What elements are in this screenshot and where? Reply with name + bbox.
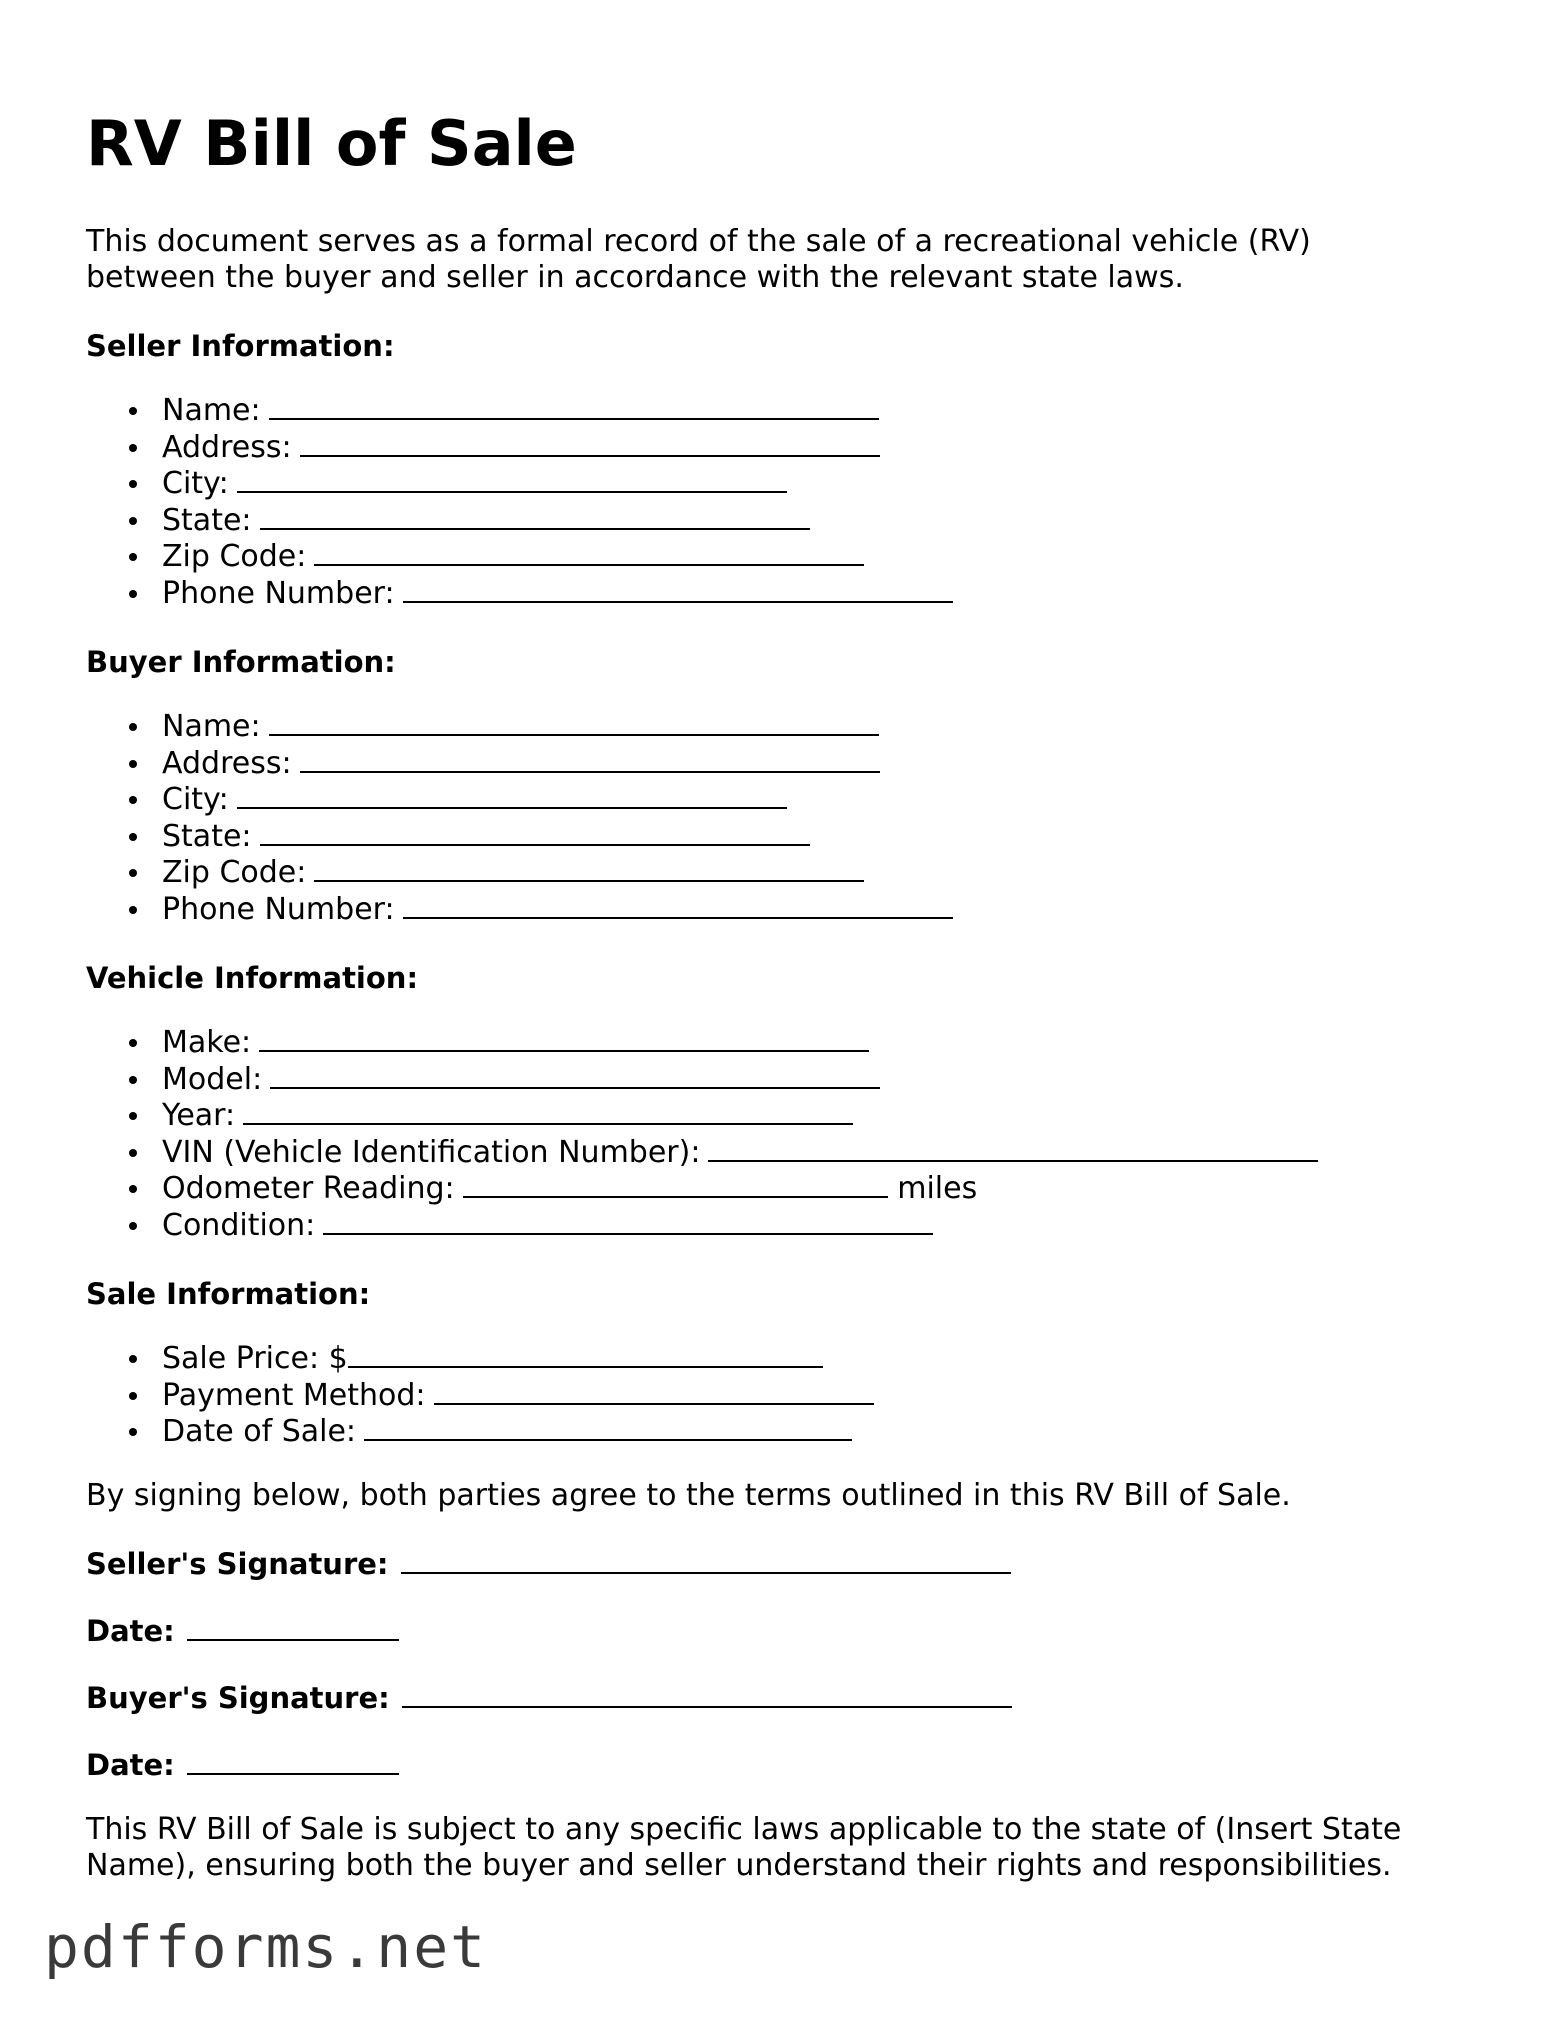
vehicle-odometer-field[interactable] xyxy=(463,1170,888,1198)
field-label: Zip Code: xyxy=(162,539,307,574)
list-item xyxy=(86,1061,1318,1098)
field-label: State: xyxy=(162,818,252,854)
list-item xyxy=(86,1340,874,1377)
field-label: State: xyxy=(162,502,252,538)
vehicle-section-heading: Vehicle Information: xyxy=(86,961,419,995)
seller-date-label: Date: xyxy=(86,1614,175,1648)
intro-paragraph: This document serves as a formal record of the sale of a recreational vehicle (RV) between the buyer and seller in accordance with the relevant state laws. xyxy=(86,224,1311,295)
list-item xyxy=(86,781,953,818)
list-item xyxy=(86,1170,1318,1207)
list-item xyxy=(86,891,953,928)
field-label: Condition: xyxy=(162,1207,316,1243)
list-item xyxy=(86,1024,1318,1061)
list-item xyxy=(86,1377,874,1414)
field-label: City: xyxy=(162,466,229,501)
list-item xyxy=(86,1097,1318,1134)
seller-fields-list xyxy=(86,392,953,611)
seller-section-heading: Seller Information: xyxy=(86,329,395,363)
sale-fields-list xyxy=(86,1340,874,1450)
seller-date-row xyxy=(86,1611,399,1651)
closing-paragraph: This RV Bill of Sale is subject to any specific laws applicable to the state of (Insert State Name), ensuring both the buyer and seller understand their rights and responsibilities. xyxy=(86,1812,1402,1883)
field-label: Zip Code: xyxy=(162,855,307,890)
buyer-state-field[interactable] xyxy=(260,818,810,846)
field-label: Odometer Reading: xyxy=(162,1171,455,1206)
field-label: Sale Price: $ xyxy=(162,1341,348,1376)
seller-name-field[interactable] xyxy=(269,392,879,420)
list-item xyxy=(86,1134,1318,1171)
list-item xyxy=(86,538,953,575)
buyer-signature-label: Buyer's Signature: xyxy=(86,1681,390,1715)
field-label: Payment Method: xyxy=(162,1377,426,1413)
buyer-signature-field[interactable] xyxy=(402,1678,1012,1708)
list-item xyxy=(86,708,953,745)
list-item xyxy=(86,854,953,891)
seller-city-field[interactable] xyxy=(237,465,787,493)
seller-state-field[interactable] xyxy=(260,502,810,530)
field-label: Model: xyxy=(162,1061,263,1097)
list-item xyxy=(86,575,953,612)
seller-signature-field[interactable] xyxy=(401,1544,1011,1574)
field-label: Phone Number: xyxy=(162,575,395,611)
list-item xyxy=(86,429,953,466)
field-label: Make: xyxy=(162,1025,252,1060)
list-item xyxy=(86,745,953,782)
vehicle-make-field[interactable] xyxy=(259,1024,869,1052)
list-item xyxy=(86,465,953,502)
document-title: RV Bill of Sale xyxy=(86,107,577,180)
list-item xyxy=(86,818,953,855)
vehicle-vin-field[interactable] xyxy=(708,1134,1318,1162)
buyer-phone-field[interactable] xyxy=(403,891,953,919)
payment-method-field[interactable] xyxy=(434,1377,874,1405)
list-item xyxy=(86,392,953,429)
watermark-text: pdfforms.net xyxy=(44,1913,488,1981)
buyer-address-field[interactable] xyxy=(300,745,880,773)
buyer-section-heading: Buyer Information: xyxy=(86,645,396,679)
buyer-zip-field[interactable] xyxy=(314,854,864,882)
odometer-unit: miles xyxy=(897,1171,978,1206)
date-of-sale-field[interactable] xyxy=(364,1413,852,1441)
vehicle-model-field[interactable] xyxy=(270,1061,880,1089)
seller-address-field[interactable] xyxy=(300,429,880,457)
buyer-date-row xyxy=(86,1745,399,1785)
buyer-date-label: Date: xyxy=(86,1748,175,1782)
buyer-signature-row xyxy=(86,1678,1012,1718)
list-item xyxy=(86,1413,874,1450)
seller-phone-field[interactable] xyxy=(403,575,953,603)
field-label: Address: xyxy=(162,429,292,465)
field-label: Address: xyxy=(162,745,292,781)
field-label: Date of Sale: xyxy=(162,1414,357,1449)
field-label: Phone Number: xyxy=(162,891,395,927)
buyer-city-field[interactable] xyxy=(237,781,787,809)
agreement-text: By signing below, both parties agree to the terms outlined in this RV Bill of Sale. xyxy=(86,1478,1291,1513)
seller-signature-label: Seller's Signature: xyxy=(86,1547,389,1581)
list-item xyxy=(86,502,953,539)
field-label: Name: xyxy=(162,393,261,428)
seller-date-field[interactable] xyxy=(187,1611,399,1641)
buyer-fields-list xyxy=(86,708,953,927)
seller-zip-field[interactable] xyxy=(314,538,864,566)
buyer-date-field[interactable] xyxy=(187,1745,399,1775)
buyer-name-field[interactable] xyxy=(269,708,879,736)
sale-section-heading: Sale Information: xyxy=(86,1277,371,1311)
field-label: Name: xyxy=(162,709,261,744)
vehicle-condition-field[interactable] xyxy=(323,1207,933,1235)
seller-signature-row xyxy=(86,1544,1011,1584)
sale-price-field[interactable] xyxy=(348,1340,823,1368)
field-label: City: xyxy=(162,782,229,817)
list-item xyxy=(86,1207,1318,1244)
vehicle-year-field[interactable] xyxy=(243,1097,853,1125)
field-label: VIN (Vehicle Identification Number): xyxy=(162,1134,701,1170)
field-label: Year: xyxy=(162,1098,236,1133)
vehicle-fields-list xyxy=(86,1024,1318,1243)
